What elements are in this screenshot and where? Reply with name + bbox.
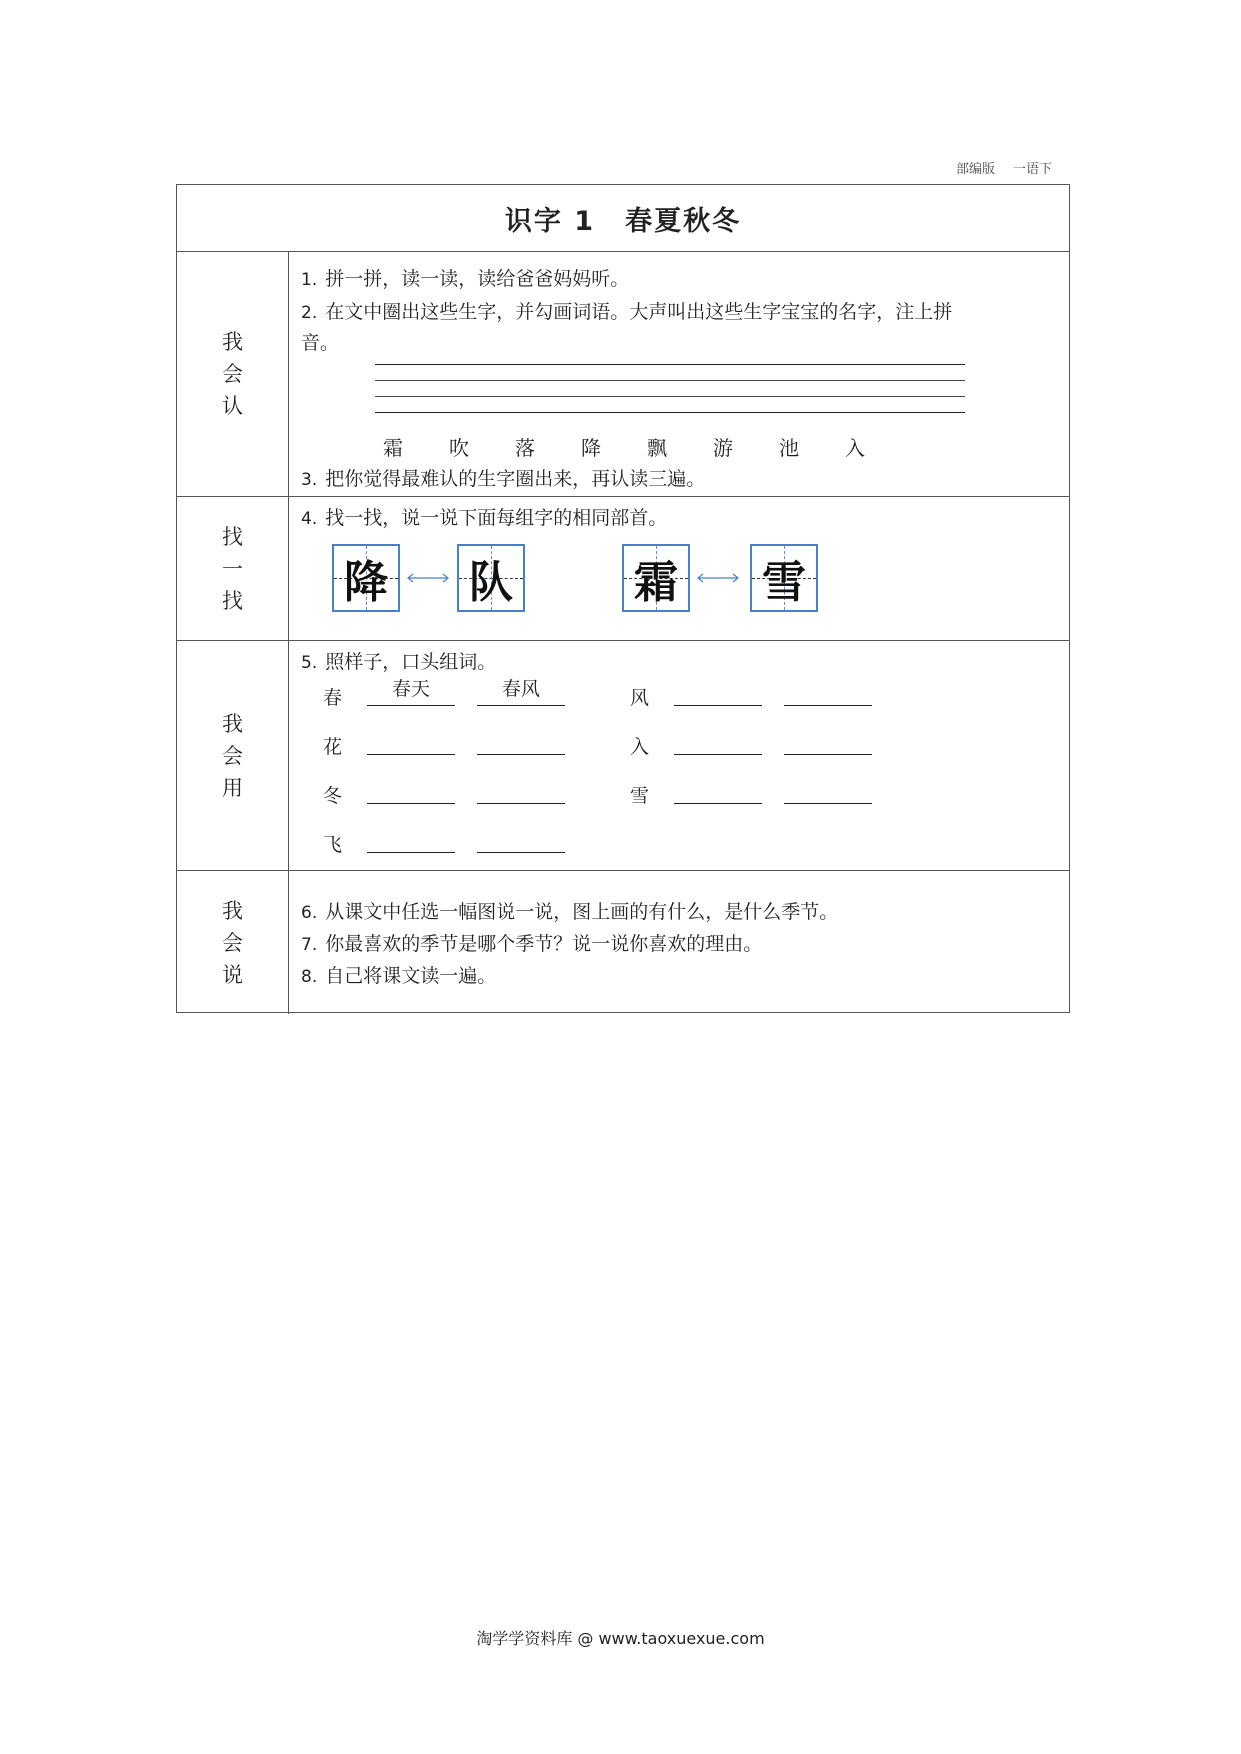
- grade-label: 一语下: [1013, 162, 1053, 177]
- word-blank[interactable]: [784, 728, 872, 755]
- word-blank[interactable]: [784, 679, 872, 706]
- section-label: 找 一 找: [177, 497, 289, 640]
- task-item: 1. 拼一拼，读一读，读给爸爸妈妈听。: [301, 268, 630, 290]
- character-box: 队: [457, 544, 525, 612]
- task-item-continued: 音。: [301, 332, 340, 354]
- word-blank[interactable]: 春天: [367, 679, 455, 706]
- task-item: 4. 找一找，说一说下面每组字的相同部首。: [301, 507, 668, 529]
- word-blank[interactable]: [784, 777, 872, 804]
- character: 入: [845, 436, 865, 460]
- section-use: [177, 641, 1069, 871]
- character: 霜: [383, 436, 403, 460]
- task-item: 5. 照样子，口头组词。: [301, 651, 497, 673]
- base-character: 花: [323, 736, 343, 758]
- word-blank[interactable]: 春风: [477, 679, 565, 706]
- section-label: 我 会 认: [177, 252, 289, 496]
- section-find: [177, 497, 1069, 641]
- page-title: [177, 185, 1069, 252]
- base-character: 入: [630, 736, 650, 758]
- section-recognize: [177, 252, 1069, 497]
- lesson-number: 识字 1: [504, 205, 596, 237]
- character: 游: [713, 436, 733, 460]
- character: 吹: [449, 436, 469, 460]
- base-character: 冬: [323, 785, 343, 807]
- base-character: 风: [630, 687, 650, 709]
- lesson-name: 春夏秋冬: [625, 205, 742, 237]
- base-character: 春: [323, 687, 343, 709]
- pinyin-line: [375, 396, 965, 397]
- edition-label: 部编版: [956, 162, 996, 177]
- character-box: 降: [332, 544, 400, 612]
- word-blank[interactable]: [674, 728, 762, 755]
- character: 飘: [647, 436, 667, 460]
- word-blank[interactable]: [367, 826, 455, 853]
- task-item: 3. 把你觉得最难认的生字圈出来，再认读三遍。: [301, 468, 706, 490]
- character: 池: [779, 436, 799, 460]
- word-blank[interactable]: [367, 777, 455, 804]
- section-speak: [177, 871, 1069, 1014]
- section-label: 我 会 说: [177, 871, 289, 1014]
- character-box: 雪: [750, 544, 818, 612]
- pinyin-line: [375, 412, 965, 413]
- word-blank[interactable]: [477, 728, 565, 755]
- task-item: 6. 从课文中任选一幅图说一说，图上画的有什么，是什么季节。: [301, 901, 839, 923]
- footer-source: 淘学学资料库 @ www.taoxuexue.com: [476, 1629, 765, 1648]
- base-character: 飞: [323, 834, 343, 856]
- character-box: 霜: [622, 544, 690, 612]
- word-blank[interactable]: [477, 826, 565, 853]
- task-item: 7. 你最喜欢的季节是哪个季节？说一说你喜欢的理由。: [301, 933, 763, 955]
- edition-note: [956, 158, 1052, 177]
- double-arrow-icon: [406, 573, 450, 583]
- pinyin-line: [375, 364, 965, 365]
- task-item: 8. 自己将课文读一遍。: [301, 965, 497, 987]
- section-label: 我 会 用: [177, 641, 289, 870]
- word-blank[interactable]: [674, 777, 762, 804]
- word-blank[interactable]: [674, 679, 762, 706]
- worksheet-table: [176, 184, 1070, 1013]
- character: 降: [581, 436, 601, 460]
- word-blank[interactable]: [367, 728, 455, 755]
- pinyin-line: [375, 380, 965, 381]
- double-arrow-icon: [696, 573, 740, 583]
- word-blank[interactable]: [477, 777, 565, 804]
- base-character: 雪: [630, 785, 650, 807]
- task-item: 2. 在文中圈出这些生字，并勾画词语。大声叫出这些生字宝宝的名字，注上拼: [301, 301, 953, 323]
- character: 落: [515, 436, 535, 460]
